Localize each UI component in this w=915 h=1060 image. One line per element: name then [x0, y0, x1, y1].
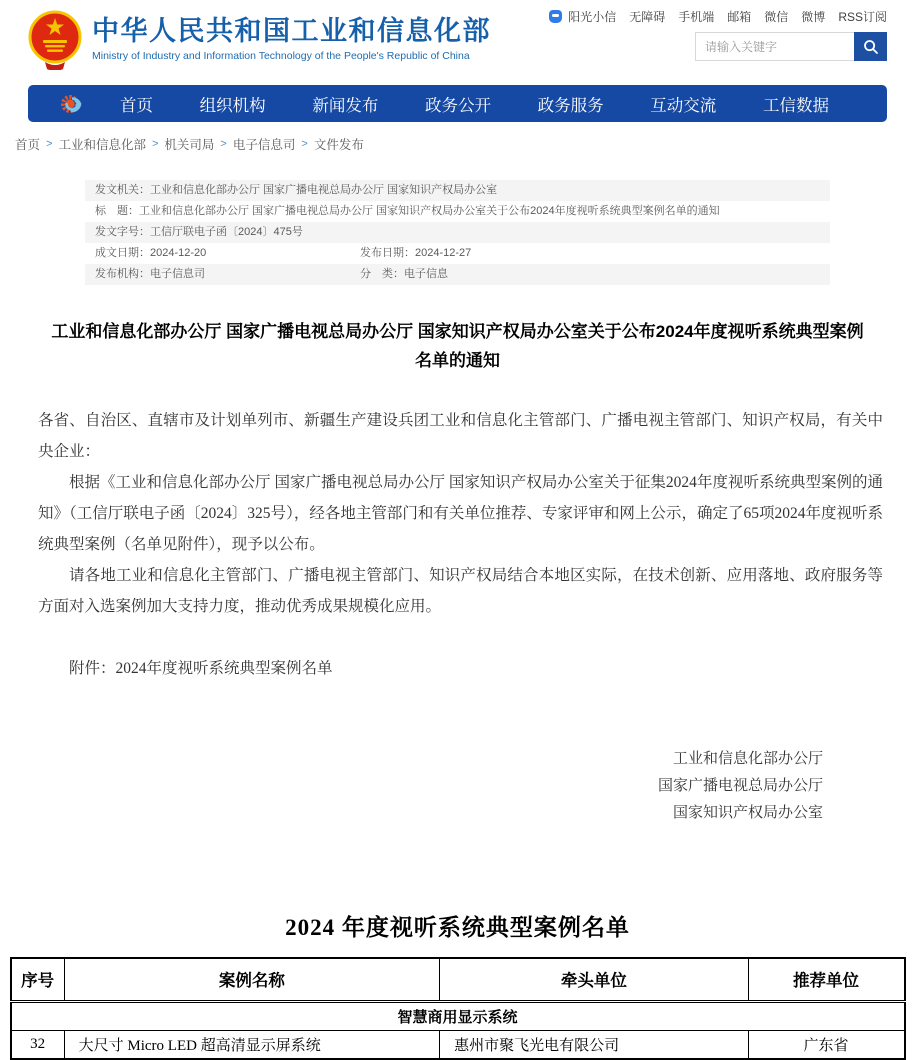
- document-body: [38, 405, 883, 684]
- meta-label: 分 类：: [360, 268, 404, 280]
- link-sunshine-assistant[interactable]: 阳光小信: [568, 10, 617, 24]
- cell-case-name: 大尺寸 Micro LED 超高清显示屏系统: [64, 1030, 439, 1059]
- link-rss[interactable]: RSS订阅: [838, 10, 887, 24]
- cell-recommend-unit: 广东省: [748, 1030, 904, 1059]
- table-row: [11, 1030, 905, 1059]
- breadcrumb-separator: >: [301, 138, 308, 150]
- meta-label: 成文日期：: [95, 247, 150, 259]
- meta-value: 2024-12-27: [415, 247, 472, 259]
- meta-value: 电子信息: [404, 268, 448, 280]
- document-meta-table: [85, 180, 830, 285]
- nav-item-interaction[interactable]: 互动交流: [650, 96, 717, 115]
- meta-row-publisher-category: [85, 264, 830, 285]
- meta-label: 发布机构：: [95, 268, 150, 280]
- table-section-row: [11, 1001, 905, 1030]
- meta-row-issuing-agency: [85, 180, 830, 201]
- site-subtitle: Ministry of Industry and Information Technology of the People's Republic of China: [92, 50, 470, 62]
- cell-lead-unit: 惠州市聚飞光电有限公司: [440, 1030, 748, 1059]
- case-list-table: [10, 957, 906, 1060]
- breadcrumb-miit[interactable]: 工业和信息化部: [58, 138, 146, 152]
- meta-label: 发文字号：: [95, 226, 150, 238]
- search-box: [695, 32, 887, 61]
- breadcrumb: [15, 135, 915, 153]
- header-lead-unit: 牵头单位: [440, 958, 748, 1001]
- meta-row-title: [85, 201, 830, 222]
- link-wechat[interactable]: 微信: [764, 10, 789, 24]
- breadcrumb-separator: >: [151, 138, 159, 150]
- meta-value: 电子信息司: [150, 268, 205, 280]
- header-recommend-unit: 推荐单位: [748, 958, 904, 1001]
- nav-item-gov-services[interactable]: 政务服务: [537, 96, 604, 115]
- site-header: [0, 0, 915, 84]
- header-case-name: 案例名称: [64, 958, 439, 1001]
- breadcrumb-separator: >: [46, 138, 53, 150]
- meta-value: 2024-12-20: [150, 247, 207, 259]
- top-utility-links: [549, 8, 887, 25]
- meta-label: 发布日期：: [360, 247, 415, 259]
- breadcrumb-home[interactable]: 首页: [15, 138, 41, 152]
- meta-value: 工信厅联电子函〔2024〕475号: [150, 226, 303, 238]
- sunshine-assistant-icon: [549, 10, 562, 23]
- nav-items: [84, 92, 887, 116]
- nav-item-news[interactable]: 新闻发布: [312, 96, 379, 115]
- breadcrumb-electronic-info-dept[interactable]: 电子信息司: [232, 138, 296, 152]
- body-paragraph-1: 根据《工业和信息化部办公厅 国家广播电视总局办公厅 国家知识产权局办公室关于征集2024年度视听系统典型案例的通知》（工信厅联电子函〔2024〕325号），经各地主管部门和有关单位推荐、专家评审和网上公示，确定了65项2024年度视听系统典型案例（名单见附件），现予以公布。: [38, 474, 883, 553]
- search-input[interactable]: [696, 33, 854, 60]
- link-accessibility[interactable]: 无障碍: [629, 10, 666, 24]
- body-paragraph-2: 请各地工业和信息化主管部门、广播电视主管部门、知识产权局结合本地区实际，在技术创新、应用落地、政府服务等方面对入选案例加大支持力度，推动优秀成果规模化应用。: [38, 567, 883, 615]
- link-mobile[interactable]: 手机端: [678, 10, 715, 24]
- breadcrumb-departments[interactable]: 机关司局: [164, 138, 215, 152]
- link-mail[interactable]: 邮箱: [727, 10, 752, 24]
- cell-serial-number: 32: [11, 1030, 65, 1059]
- nav-item-gov-disclosure[interactable]: 政务公开: [424, 96, 491, 115]
- section-title: 智慧商用显示系统: [11, 1001, 905, 1030]
- breadcrumb-document-release[interactable]: 文件发布: [313, 138, 364, 152]
- site-title-block: [92, 16, 491, 62]
- table-header-row: [11, 958, 905, 1001]
- site-title: 中华人民共和国工业和信息化部: [92, 16, 491, 46]
- signature-line: 国家广播电视总局办公厅: [657, 778, 823, 794]
- signature-line: 国家知识产权局办公室: [672, 805, 823, 821]
- header-serial-number: 序号: [11, 958, 65, 1001]
- attachment-reference-line: 附件：2024年度视听系统典型案例名单: [69, 660, 333, 677]
- meta-value: 工业和信息化部办公厅 国家广播电视总局办公厅 国家知识产权局办公室: [150, 184, 498, 196]
- document-title: 工业和信息化部办公厅 国家广播电视总局办公厅 国家知识产权局办公室关于公布2024年度视听系统典型案例名单的通知: [51, 322, 864, 370]
- nav-item-organization[interactable]: 组织机构: [199, 96, 266, 115]
- signature-line: 工业和信息化部办公厅: [672, 751, 823, 767]
- meta-label: 发文机关：: [95, 184, 150, 196]
- nav-item-home[interactable]: 首页: [120, 96, 153, 115]
- meta-row-doc-number: [85, 222, 830, 243]
- salutation-paragraph: 各省、自治区、直辖市及计划单列市、新疆生产建设兵团工业和信息化主管部门、广播电视主管部门、知识产权局，有关中央企业：: [38, 412, 883, 460]
- nav-item-miit-data[interactable]: 工信数据: [762, 96, 829, 115]
- main-navigation: [28, 85, 887, 122]
- meta-label: 标 题：: [95, 205, 139, 217]
- attachment-section: [0, 909, 915, 1060]
- meta-row-dates: [85, 243, 830, 264]
- search-button[interactable]: [854, 32, 887, 61]
- miit-logo-icon: [60, 92, 84, 116]
- search-icon: [863, 39, 879, 55]
- signature-block: [0, 746, 823, 827]
- link-weibo[interactable]: 微博: [801, 10, 826, 24]
- national-emblem-icon: [27, 10, 83, 70]
- breadcrumb-separator: >: [220, 138, 227, 150]
- meta-value: 工业和信息化部办公厅 国家广播电视总局办公厅 国家知识产权局办公室关于公布2024年度视听系统典型案例名单的通知: [139, 205, 720, 217]
- attachment-table-title: 2024 年度视听系统典型案例名单: [285, 915, 630, 940]
